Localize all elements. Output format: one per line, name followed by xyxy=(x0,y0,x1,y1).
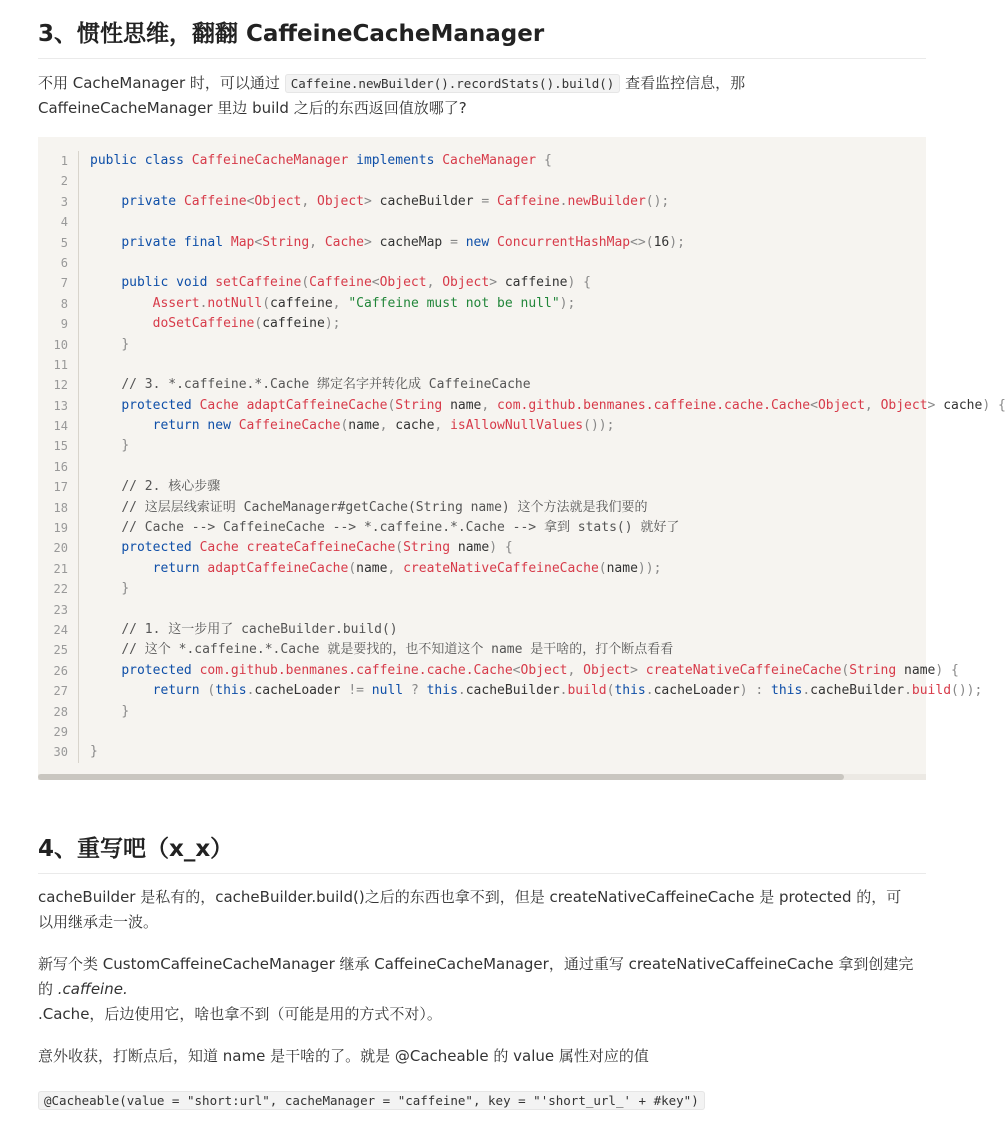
code-token: // 这个 *.caffeine.*.Cache 就是要找的，也不知道这个 name 是干啥的，打个断点看看 xyxy=(121,642,674,658)
code-token: ( xyxy=(395,540,404,556)
code-token: doSetCaffeine xyxy=(152,316,255,332)
code-token: . xyxy=(645,683,654,699)
code-token: , xyxy=(332,295,349,311)
code-token xyxy=(90,561,153,576)
line-number: 15 xyxy=(53,439,68,454)
code-line xyxy=(90,151,990,171)
code-token: Object xyxy=(817,397,865,413)
line-number: 12 xyxy=(53,378,68,393)
code-token: . xyxy=(246,683,255,699)
code-token xyxy=(90,479,121,494)
code-token: cacheMap xyxy=(379,234,451,250)
code-token: ) { xyxy=(489,540,513,556)
line-number: 22 xyxy=(53,582,68,597)
section-4-paragraph-2 xyxy=(38,952,926,1027)
code-token: name xyxy=(348,418,380,434)
code-token: setCaffeine xyxy=(215,275,302,291)
code-token: private xyxy=(121,193,184,209)
code-token: return xyxy=(152,683,208,699)
code-token: Object xyxy=(520,662,568,678)
code-token: createNativeCaffeineCache xyxy=(645,662,842,678)
line-number: 16 xyxy=(53,459,68,474)
line-number: 27 xyxy=(53,684,68,699)
code-token: name xyxy=(904,662,936,678)
line-number: 29 xyxy=(53,724,68,739)
code-token: build xyxy=(911,683,952,699)
section-4-heading: 4、重写吧（x_x） xyxy=(38,830,926,874)
line-number: 8 xyxy=(60,296,68,311)
code-token: > xyxy=(927,397,944,413)
cacheable-inline-code: @Cacheable(value = "short:url", cacheManager = "caffeine", key = "'short_url_' + #key") xyxy=(38,1091,705,1110)
code-token: caffeine xyxy=(262,316,325,332)
line-number: 26 xyxy=(53,663,68,678)
code-token: Cache xyxy=(199,397,247,413)
code-token: } xyxy=(90,744,98,760)
code-token: > xyxy=(363,234,380,250)
code-line xyxy=(90,436,990,456)
code-token xyxy=(90,275,121,290)
code-line xyxy=(90,335,990,355)
code-line xyxy=(90,518,990,538)
code-token: protected xyxy=(121,662,200,678)
section-4-paragraph-1 xyxy=(38,885,926,935)
intro-text-c: CaffeineCacheManager 里边 build 之后的东西返回值放哪了? xyxy=(38,99,467,117)
code-token: // 2. 核心步骤 xyxy=(121,479,221,495)
code-token: ); xyxy=(324,316,341,332)
line-number: 19 xyxy=(53,521,68,536)
code-token xyxy=(90,418,153,433)
code-token xyxy=(90,235,121,250)
code-token: ) { xyxy=(567,275,591,291)
code-token: ( xyxy=(841,662,850,678)
code-token: Assert xyxy=(152,295,200,311)
line-number: 3 xyxy=(60,194,68,209)
paragraph-2-line-c: .Cache，后边使用它，啥也拿不到（可能是用的方式不对）。 xyxy=(38,1005,442,1023)
intro-text-b: 查看监控信息，那 xyxy=(620,74,746,92)
code-token: } xyxy=(121,438,130,454)
line-number: 10 xyxy=(53,337,68,352)
code-token: notNull xyxy=(207,295,263,311)
code-token: ( xyxy=(340,418,349,434)
code-token: , xyxy=(481,397,498,413)
code-token: ( xyxy=(301,275,310,291)
code-token: cache xyxy=(395,418,435,434)
code-token: . xyxy=(802,683,811,699)
code-token: < xyxy=(246,193,255,209)
code-token xyxy=(90,438,121,453)
code-token xyxy=(90,500,121,515)
line-number: 25 xyxy=(53,643,68,658)
code-token: ConcurrentHashMap xyxy=(497,234,631,250)
code-token: } xyxy=(121,703,130,719)
code-token: . xyxy=(457,683,466,699)
code-token: private final xyxy=(121,234,231,250)
code-token: Caffeine xyxy=(497,193,560,209)
code-token: return xyxy=(152,560,208,576)
code-token xyxy=(90,581,121,596)
code-line xyxy=(90,498,990,518)
code-token: CaffeineCacheManager xyxy=(191,153,357,168)
line-number: 5 xyxy=(60,235,68,250)
code-token: // 1. 这一步用了 cacheBuilder.build() xyxy=(121,621,398,637)
code-token xyxy=(90,540,121,555)
paragraph-1-line-b: 以用继承走一波。 xyxy=(38,913,159,931)
code-token: ( xyxy=(207,683,216,699)
line-number-gutter xyxy=(38,151,79,763)
code-token xyxy=(90,683,153,698)
code-token: name xyxy=(450,397,482,413)
code-token xyxy=(90,622,121,637)
code-token: , xyxy=(864,397,881,413)
code-token: = xyxy=(450,234,466,250)
code-token: cacheBuilder xyxy=(810,683,905,699)
code-line xyxy=(90,314,990,334)
line-number: 13 xyxy=(53,398,68,413)
scrollbar-thumb[interactable] xyxy=(38,774,844,780)
code-line xyxy=(90,192,990,212)
code-token: ( xyxy=(598,560,607,576)
code-token: != xyxy=(348,683,372,699)
code-token: CacheManager xyxy=(442,153,544,168)
code-token: , xyxy=(301,193,318,209)
code-token: implements xyxy=(356,153,443,168)
code-line xyxy=(90,559,990,579)
code-token: Object xyxy=(379,275,427,291)
code-token: Cache xyxy=(324,234,364,250)
code-token: > xyxy=(630,662,646,678)
code-token: protected xyxy=(121,540,200,556)
code-token xyxy=(90,520,121,535)
code-token: String xyxy=(403,540,458,556)
code-token: CaffeineCache xyxy=(238,418,341,434)
code-token: < xyxy=(371,275,380,291)
line-number: 11 xyxy=(53,357,68,372)
line-number: 24 xyxy=(53,622,68,637)
code-token: Caffeine xyxy=(183,193,247,209)
code-line xyxy=(90,722,990,742)
line-number: 2 xyxy=(60,174,68,189)
line-number: 1 xyxy=(60,154,68,168)
line-number: 14 xyxy=(53,419,68,434)
line-number: 17 xyxy=(53,480,68,495)
code-token: )); xyxy=(637,560,662,576)
paragraph-1-line-a: cacheBuilder 是私有的，cacheBuilder.build()之后的东西也拿不到，但是 createNativeCaffeineCache 是 protected 的，可 xyxy=(38,888,902,906)
code-token: String xyxy=(262,234,310,250)
code-token: Object xyxy=(442,275,490,291)
code-token: ( xyxy=(254,316,263,332)
code-token: } xyxy=(121,581,130,597)
code-token: { xyxy=(543,153,552,168)
code-token: protected xyxy=(121,397,200,413)
code-token: "Caffeine must not be null" xyxy=(348,295,560,311)
code-token: < xyxy=(254,234,263,250)
code-token: com.github.benmanes.caffeine.cache.Cache xyxy=(199,662,513,678)
code-token: adaptCaffeineCache xyxy=(207,560,349,576)
code-line xyxy=(90,355,990,375)
code-line xyxy=(90,702,990,722)
code-token xyxy=(90,194,121,209)
intro-text-a: 不用 CacheManager 时，可以通过 xyxy=(38,74,285,92)
line-number: 18 xyxy=(53,500,68,515)
code-line xyxy=(90,661,990,681)
code-token: // 3. *.caffeine.*.Cache 绑定名字并转化成 CaffeineCache xyxy=(121,377,531,393)
code-token: public void xyxy=(121,275,216,291)
code-line xyxy=(90,620,990,640)
code-token: . xyxy=(559,683,568,699)
code-token: cacheLoader xyxy=(653,683,740,699)
code-token: com.github.benmanes.caffeine.cache.Cache xyxy=(497,397,811,413)
code-token: ) : xyxy=(739,683,771,699)
code-line xyxy=(90,457,990,477)
code-token: . xyxy=(904,683,912,699)
code-token: , xyxy=(379,418,396,434)
code-token: Object xyxy=(317,193,364,209)
code-line xyxy=(90,212,990,232)
code-line xyxy=(90,171,990,191)
code-token xyxy=(90,398,121,413)
intro-inline-code: Caffeine.newBuilder().recordStats().build() xyxy=(285,74,621,93)
code-token: ) { xyxy=(935,662,959,678)
code-token: Map xyxy=(230,234,255,250)
line-number: 9 xyxy=(60,317,68,332)
code-token xyxy=(90,663,121,678)
code-token: Caffeine xyxy=(309,275,372,291)
code-token: this xyxy=(614,683,646,699)
code-token: , xyxy=(426,275,443,291)
line-number: 20 xyxy=(53,541,68,556)
code-token: ? xyxy=(410,683,427,699)
code-token: ) { xyxy=(982,397,1006,413)
code-line xyxy=(90,579,990,599)
code-token: String xyxy=(395,397,451,413)
code-line xyxy=(90,294,990,314)
code-line xyxy=(90,253,990,273)
code-token: > xyxy=(489,275,505,291)
code-token: new xyxy=(465,234,498,250)
code-line xyxy=(90,375,990,395)
code-token: ); xyxy=(559,295,576,311)
section-4-paragraph-3: 意外收获，打断点后，知道 name 是干啥的了。就是 @Cacheable 的 value 属性对应的值 xyxy=(38,1047,649,1065)
code-line xyxy=(90,538,990,558)
code-token: ); xyxy=(669,234,685,250)
horizontal-scrollbar[interactable] xyxy=(38,774,926,780)
code-token: Object xyxy=(254,193,302,209)
code-line xyxy=(90,600,990,620)
code-token xyxy=(90,296,153,311)
code-token: ( xyxy=(348,560,357,576)
code-line xyxy=(90,477,990,497)
code-token: > xyxy=(363,193,380,209)
code-token: <>( xyxy=(630,234,654,250)
section-3-intro xyxy=(38,71,926,121)
code-token: null xyxy=(371,683,411,699)
code-token: createCaffeineCache xyxy=(246,540,396,556)
code-token: this xyxy=(771,683,803,699)
code-line xyxy=(90,233,990,253)
line-number: 30 xyxy=(53,745,68,760)
code-token: caffeine xyxy=(270,295,333,311)
code-token: Object xyxy=(880,397,928,413)
line-number: 4 xyxy=(60,215,68,230)
code-token: String xyxy=(849,662,905,678)
code-token: name xyxy=(356,560,388,576)
line-number: 6 xyxy=(60,255,68,270)
code-line xyxy=(90,396,1006,416)
code-token: cacheLoader xyxy=(254,683,349,699)
code-token: public class xyxy=(90,153,192,168)
code-token: , xyxy=(434,418,451,434)
code-token: cacheBuilder xyxy=(465,683,560,699)
code-token: 16 xyxy=(653,234,670,250)
code-token: (); xyxy=(645,193,670,209)
code-line xyxy=(90,742,990,762)
code-token: } xyxy=(121,336,130,352)
code-token: adaptCaffeineCache xyxy=(246,397,388,413)
section-3-heading: 3、惯性思维，翻翻 CaffeineCacheManager xyxy=(38,15,926,59)
line-number: 28 xyxy=(53,704,68,719)
code-token: ( xyxy=(262,295,271,311)
code-token: this xyxy=(426,683,458,699)
code-token: name xyxy=(457,540,490,556)
code-token: ( xyxy=(387,397,396,413)
code-token: cache xyxy=(943,397,983,413)
paragraph-2-emphasis: .caffeine. xyxy=(57,980,128,998)
code-token: ( xyxy=(606,683,615,699)
code-token: cacheBuilder xyxy=(379,193,482,209)
line-number: 7 xyxy=(60,276,68,291)
code-token: caffeine xyxy=(504,275,568,291)
code-token: // Cache --> CaffeineCache --> *.caffeine.*.Cache --> 拿到 stats() 就好了 xyxy=(121,520,680,536)
code-token: ()); xyxy=(951,683,983,699)
code-token: , xyxy=(567,662,584,678)
code-token: ()); xyxy=(583,418,615,434)
code-token: . xyxy=(199,295,208,311)
section-4-code-paragraph xyxy=(38,1088,926,1113)
code-token xyxy=(90,704,121,719)
code-token: . xyxy=(559,193,568,209)
code-token: return new xyxy=(152,418,239,434)
paragraph-2-prefix: 的 xyxy=(38,980,58,998)
code-line xyxy=(90,273,990,293)
code-content xyxy=(90,151,1006,763)
code-line xyxy=(90,640,990,660)
code-token xyxy=(90,642,121,657)
code-token: < xyxy=(810,397,818,413)
code-line xyxy=(90,681,990,701)
code-token: createNativeCaffeineCache xyxy=(403,560,599,576)
code-token: Cache xyxy=(199,540,247,556)
code-line xyxy=(90,416,990,436)
code-token: , xyxy=(387,560,404,576)
code-token: isAllowNullValues xyxy=(450,418,584,434)
code-token: this xyxy=(215,683,247,699)
code-token xyxy=(90,337,121,352)
code-token: build xyxy=(567,683,607,699)
code-token: name xyxy=(606,560,638,576)
code-token xyxy=(90,316,153,331)
code-token: , xyxy=(309,234,325,250)
code-token: = xyxy=(481,193,498,209)
paragraph-2-line-a: 新写个类 CustomCaffeineCacheManager 继承 CaffeineCacheManager，通过重写 createNativeCaffeineCache 拿到创建完 xyxy=(38,955,914,973)
code-token: // 这层层线索证明 CacheManager#getCache(String name) 这个方法就是我们要的 xyxy=(121,499,648,515)
line-number: 23 xyxy=(53,602,68,617)
code-token: newBuilder xyxy=(567,193,646,209)
code-block[interactable] xyxy=(38,137,1006,780)
code-token xyxy=(90,377,121,392)
line-number: 21 xyxy=(53,561,68,576)
code-token: < xyxy=(512,662,521,678)
code-token: Object xyxy=(583,662,631,678)
